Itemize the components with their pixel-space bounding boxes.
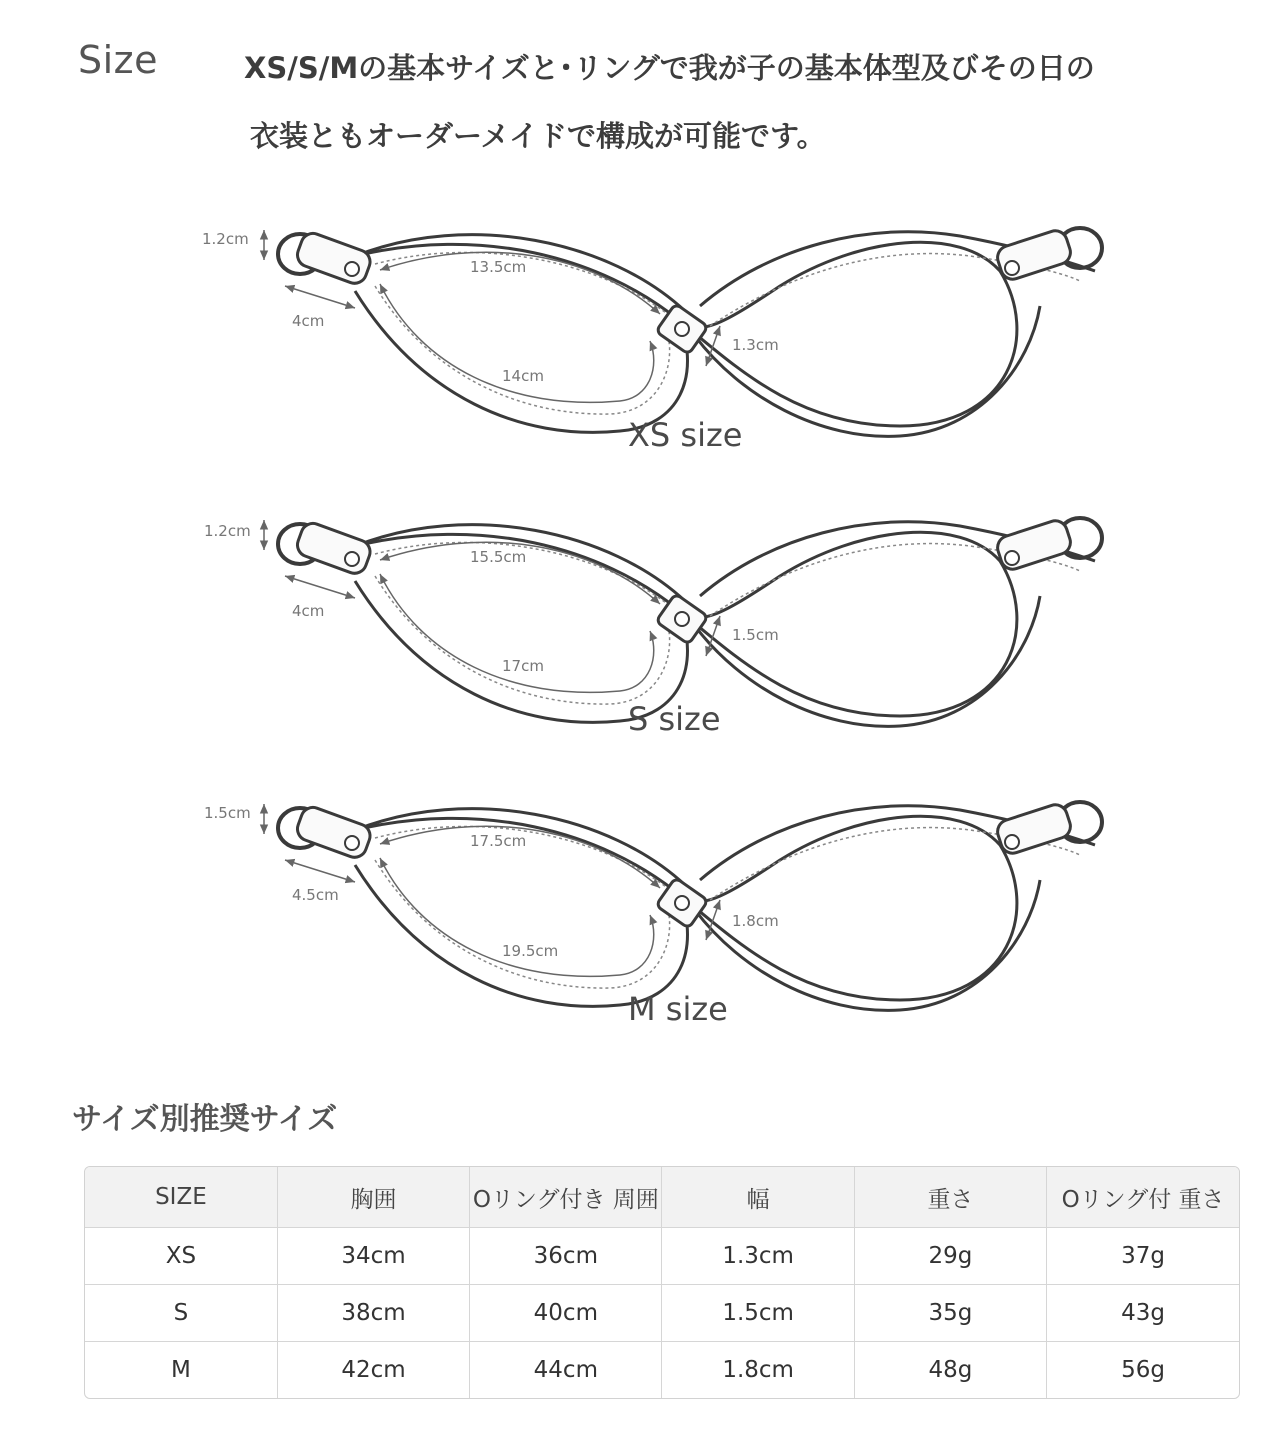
ring-width-label: 1.2cm bbox=[202, 230, 249, 248]
cell-ring-weight: 43g bbox=[1047, 1285, 1239, 1342]
header-size: SIZE bbox=[85, 1167, 277, 1228]
lower-length-label: 14cm bbox=[502, 367, 544, 385]
size-label: XS size bbox=[628, 416, 743, 454]
upper-length-label: 17.5cm bbox=[470, 832, 527, 850]
cell-ring-weight: 37g bbox=[1047, 1228, 1239, 1285]
cell-ring-girth: 44cm bbox=[470, 1342, 662, 1399]
size-label: M size bbox=[628, 990, 728, 1028]
table-row bbox=[85, 1285, 1239, 1342]
harness-diagram-m bbox=[180, 800, 1120, 1070]
size-table bbox=[84, 1166, 1240, 1399]
band-width-label: 1.8cm bbox=[732, 912, 779, 930]
cell-weight: 48g bbox=[854, 1342, 1046, 1399]
tab-length-label: 4cm bbox=[292, 602, 325, 620]
ring-width-label: 1.2cm bbox=[204, 522, 251, 540]
header-width: 幅 bbox=[662, 1167, 854, 1228]
cell-size: XS bbox=[85, 1228, 277, 1285]
intro-text bbox=[244, 34, 1204, 170]
cell-width: 1.5cm bbox=[662, 1285, 854, 1342]
cell-size: M bbox=[85, 1342, 277, 1399]
ring-width-label: 1.5cm bbox=[204, 804, 251, 822]
lower-length-label: 17cm bbox=[502, 657, 544, 675]
upper-length-label: 15.5cm bbox=[470, 548, 527, 566]
harness-diagram-s bbox=[180, 516, 1120, 786]
cell-chest: 42cm bbox=[277, 1342, 469, 1399]
harness-diagram-xs bbox=[180, 226, 1120, 496]
cell-width: 1.3cm bbox=[662, 1228, 854, 1285]
upper-length-label: 13.5cm bbox=[470, 258, 527, 276]
cell-chest: 34cm bbox=[277, 1228, 469, 1285]
cell-width: 1.8cm bbox=[662, 1342, 854, 1399]
cell-ring-girth: 40cm bbox=[470, 1285, 662, 1342]
cell-ring-girth: 36cm bbox=[470, 1228, 662, 1285]
lower-length-label: 19.5cm bbox=[502, 942, 559, 960]
header-ring-weight: Oリング付 重さ bbox=[1047, 1167, 1239, 1228]
band-width-label: 1.5cm bbox=[732, 626, 779, 644]
table-header-row bbox=[85, 1167, 1239, 1228]
intro-line-2: 衣装ともオーダーメイドで構成が可能です。 bbox=[250, 119, 826, 153]
table-row bbox=[85, 1342, 1239, 1399]
size-label: S size bbox=[628, 700, 721, 738]
cell-weight: 29g bbox=[854, 1228, 1046, 1285]
cell-ring-weight: 56g bbox=[1121, 1357, 1165, 1383]
header-chest: 胸囲 bbox=[277, 1167, 469, 1228]
header-ring-girth: Oリング付き 周囲 bbox=[470, 1167, 662, 1228]
cell-chest: 38cm bbox=[277, 1285, 469, 1342]
table-title: サイズ別推奨サイズ bbox=[72, 1102, 338, 1137]
cell-weight: 35g bbox=[854, 1285, 1046, 1342]
size-heading: Size bbox=[78, 38, 159, 82]
cell-size: S bbox=[85, 1285, 277, 1342]
table-row bbox=[85, 1228, 1239, 1285]
header-weight: 重さ bbox=[854, 1167, 1046, 1228]
tab-length-label: 4.5cm bbox=[292, 886, 339, 904]
tab-length-label: 4cm bbox=[292, 312, 325, 330]
intro-line-1: XS/S/Mの基本サイズと･リングで我が子の基本体型及びその日の bbox=[244, 51, 1095, 85]
band-width-label: 1.3cm bbox=[732, 336, 779, 354]
